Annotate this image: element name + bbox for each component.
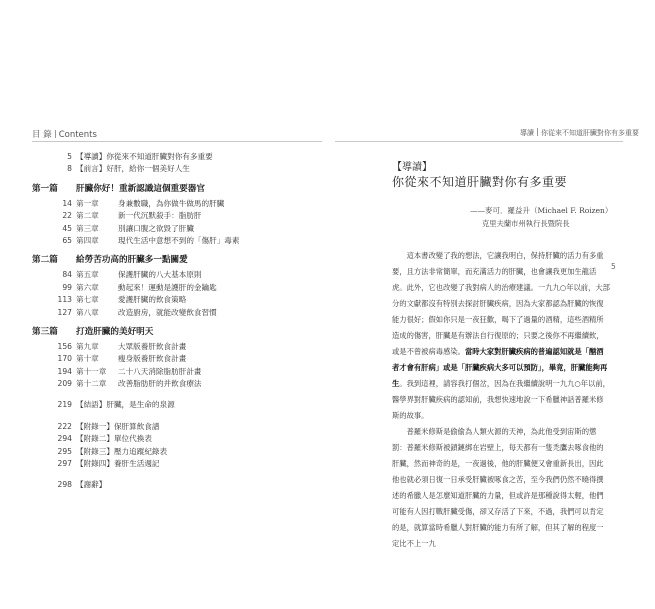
toc-page-number: 113	[57, 295, 72, 305]
toc-entry-title: 愛護肝臟的飲食策略	[118, 295, 187, 305]
toc-page-number: 170	[57, 354, 72, 364]
toc-entry-title: 【導讀】你從來不知道肝臟對你有多重要	[76, 152, 213, 161]
toc-entry[interactable]	[32, 210, 322, 222]
toc-page-number: 45	[62, 223, 72, 233]
toc-header	[32, 128, 97, 140]
toc-entry[interactable]	[32, 433, 322, 445]
toc-page-number: 219	[57, 400, 72, 410]
toc-entry[interactable]	[32, 378, 322, 390]
toc-entry-title: 【前言】好肝，給你一個美好人生	[76, 164, 190, 174]
toc-chapter-label: 第九章	[76, 341, 99, 351]
running-head	[520, 128, 639, 138]
toc-entry-title: 別讓口腹之欲毀了肝臟	[118, 223, 194, 233]
toc-entry-title: 現代生活中意想不到的「傷肝」毒素	[118, 235, 240, 245]
toc-chapter-label: 第四章	[76, 235, 99, 245]
toc-chapter-label: 第二章	[76, 211, 99, 221]
toc-part-label: 第一篇	[32, 183, 58, 194]
toc-entry-title: 【附錄四】養肝生活週記	[76, 459, 160, 469]
toc-entry[interactable]	[32, 341, 322, 353]
body-text-run: 。我到這裡，請容我打個岔，因為在我繼續說明一九九○年以前，醫學界對肝臟疾病的認知前，我想快速地說一下希臘神話普羅米修斯的故事。	[392, 379, 610, 420]
chapter-title: 你從來不知道肝臟對你有多重要	[392, 175, 568, 189]
toc-entry-title: 【謝辭】	[76, 480, 107, 490]
toc-chapter-label: 第八章	[76, 307, 99, 317]
toc-entry-title: 二十八天消除脂肪肝計畫	[118, 366, 202, 376]
toc-entry-title: 改造廚房，就能改變飲食習慣	[118, 307, 217, 317]
toc-entry[interactable]	[32, 294, 322, 306]
toc-chapter-label: 第十一章	[76, 366, 107, 376]
toc-entry[interactable]	[32, 479, 322, 491]
toc-part-title: 打造肝臟的美好明天	[76, 326, 154, 337]
toc-entry-title: 【附錄二】單位代換表	[76, 434, 152, 444]
toc-page-number: 127	[57, 307, 72, 317]
toc-chapter-label: 第五章	[76, 270, 99, 280]
toc-part-label: 第二篇	[32, 255, 58, 266]
toc-entry[interactable]	[32, 235, 322, 247]
body-text	[392, 248, 610, 552]
toc-entry-title: 【附錄三】壓力追蹤紀錄表	[76, 446, 168, 456]
toc-page-number: 194	[57, 366, 72, 376]
toc-part-heading[interactable]	[32, 252, 322, 269]
running-head-divider	[537, 128, 538, 136]
toc-page-number: 22	[62, 211, 72, 221]
author-affiliation: 克里夫蘭市州執行長暨院長	[482, 219, 570, 228]
toc-page-number: 297	[57, 459, 72, 469]
toc-spacer	[32, 390, 322, 399]
toc-entry-title: 新一代沉默殺手：脂肪肝	[118, 211, 202, 221]
body-text-run: 普羅米修斯是偷偷為人類火源的天神，為此他受到宙斯的懲罰：普羅米修斯被鎖鏈綁在岩壁上，每天都有一隻禿鷹去啄食他的肝臟，然而神奇的是，一夜過後，他的肝臟便又會重新長出，因此他也就必須日復一日承受肝臟被啄食之苦，至今我們仍然不曉得撰述的希臘人是怎麼知道肝臟的力量，但或許是那種說得太輕，他們可能有人因打戰肝臟受傷，卻又存活了下來，不過，我們可以肯定的是，就算當時希臘人對肝臟的能力有所了解，但其了解的程度一定比不上一九	[392, 427, 604, 548]
chapter-label: 【導讀】	[392, 162, 432, 173]
toc-entry[interactable]	[32, 458, 322, 470]
toc-spacer	[32, 412, 322, 421]
toc-entry[interactable]	[32, 307, 322, 319]
toc-entry-title: 大眾版養肝飲食計畫	[118, 341, 187, 351]
running-head-label: 導讀	[520, 129, 534, 137]
toc-part-title: 肝臟你好！重新認識這個重要器官	[76, 183, 205, 194]
toc-chapter-label: 第七章	[76, 295, 99, 305]
page-number: 5	[611, 262, 616, 271]
toc-chapter-label: 第六章	[76, 282, 99, 292]
toc-part-title: 給勞苦功高的肝臟多一點關愛	[76, 255, 188, 266]
toc-entry-title: 瘦身版養肝飲食計畫	[118, 354, 187, 364]
toc-entry-title: 身兼數職，為你做牛做馬的肝臟	[118, 198, 225, 208]
toc-entry[interactable]	[32, 366, 322, 378]
toc-page-number: 298	[57, 480, 72, 490]
toc-entry-title: 【結語】肝臟，是生命的泉源	[76, 400, 175, 410]
toc-entry-title: 改善脂肪肝的并飲食療法	[118, 379, 202, 389]
toc-entry[interactable]	[32, 399, 322, 411]
toc-chapter-label: 第十章	[76, 354, 99, 364]
toc-entry-title: 【附錄一】保肝算飲食譜	[76, 421, 160, 431]
toc-page-number: 156	[57, 341, 72, 351]
emphasized-text: 當時大家對肝臟疾病的普遍認知就是「酗酒者才會有肝病」或是「肝臟疾病大多可以預防」，畢竟，肝臟能夠再生	[392, 347, 608, 388]
running-head-text: 你從來不知道肝臟對你有多重要	[541, 129, 639, 137]
toc-entry[interactable]	[32, 151, 322, 163]
toc-page-number: 222	[57, 421, 72, 431]
toc-chapter-label: 第一章	[76, 198, 99, 208]
toc-entry[interactable]	[32, 446, 322, 458]
toc-page-number: 294	[57, 434, 72, 444]
toc-entry[interactable]	[32, 163, 322, 175]
toc-part-label: 第三篇	[32, 326, 58, 337]
toc-part-heading[interactable]	[32, 181, 322, 198]
toc-part-heading[interactable]	[32, 324, 322, 341]
author-line: ——麥可．羅益升（Michael F. Roizen）	[470, 206, 613, 215]
toc-entry-title: 動起來！運動是護肝的金鑰匙	[118, 282, 217, 292]
toc-spacer	[32, 470, 322, 479]
toc-chapter-label: 第十二章	[76, 379, 107, 389]
toc-entry[interactable]	[32, 269, 322, 281]
right-header-rule	[335, 141, 623, 142]
toc-entry[interactable]	[32, 223, 322, 235]
toc-header-label: 目 錄	[32, 130, 52, 140]
body-text-run: 這本書改變了我的想法，它讓我明白，保持肝臟的活力有多重要，且方法非常簡單，而充滿活力的肝臟，也會讓我更加生龍活虎。此外，它也改變了我對病人的治療建議。一九九○年以前，大部分的文獻都沒有特別去探討肝臟疾病，因為大家都認為肝臟的恢復能力很好；假如你只是一夜狂歡，喝下了過量的酒精，這些酒精所造成的傷害，肝臟是有辦法自行復原的；只要之後你不再繼續飲，或是不曾被病毒感染。	[392, 251, 610, 356]
toc-entry-title: 保護肝臟的八大基本原則	[118, 270, 202, 280]
toc-entry[interactable]	[32, 198, 322, 210]
toc-page-number: 99	[62, 282, 72, 292]
toc-page-number: 65	[62, 235, 72, 245]
toc-entry[interactable]	[32, 353, 322, 365]
header-divider	[55, 130, 56, 138]
toc-header-rule	[32, 141, 322, 142]
toc-page-number: 8	[67, 164, 72, 174]
toc-entry[interactable]	[32, 421, 322, 433]
toc-page-number: 5	[67, 152, 72, 161]
toc-page-number: 14	[62, 198, 72, 208]
body-paragraph	[392, 424, 610, 552]
toc-page-number: 84	[62, 270, 72, 280]
toc-chapter-label: 第三章	[76, 223, 99, 233]
body-paragraph	[392, 248, 610, 424]
toc-entry[interactable]	[32, 282, 322, 294]
toc-page-number: 209	[57, 379, 72, 389]
table-of-contents	[32, 151, 322, 492]
toc-page-number: 295	[57, 446, 72, 456]
toc-header-english: Contents	[58, 130, 97, 140]
